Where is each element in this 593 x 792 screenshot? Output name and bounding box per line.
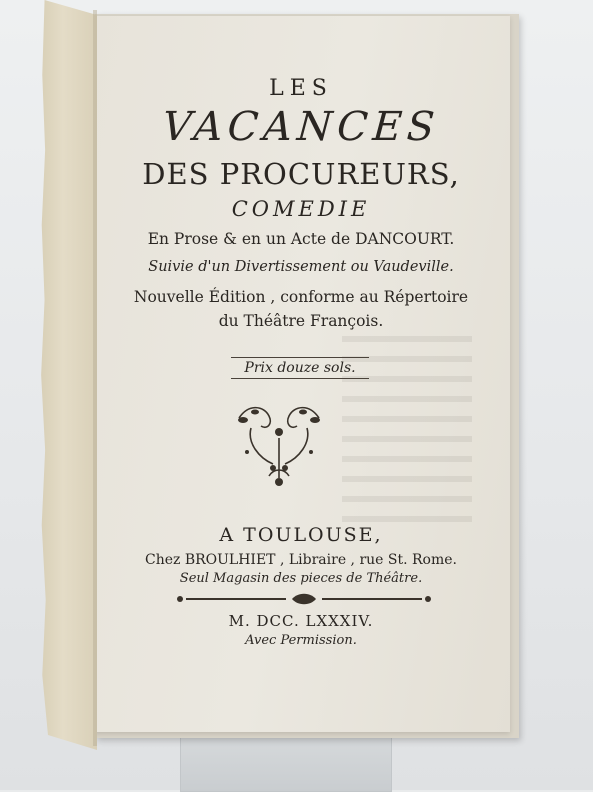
floral-ornament-icon (229, 398, 329, 488)
ornamental-rule (174, 592, 434, 606)
city-line: A TOULOUSE, (219, 524, 383, 546)
book-spine (40, 0, 97, 750)
publisher-line: Chez BROULHIET , Libraire , rue St. Rome. (144, 552, 457, 568)
author-line: En Prose & en un Acte de DANCOURT. (147, 230, 455, 248)
title-page-text (92, 16, 510, 732)
title-procureurs: DES PROCUREURS, (142, 157, 460, 191)
year-line: M. DCC. LXXXIV. (228, 612, 374, 630)
subtitle-line: Suivie d'un Divertissement ou Vaudeville. (148, 259, 454, 275)
edition-line: Nouvelle Édition , conforme au Répertoire (133, 288, 469, 306)
price-label: Prix douze sols. (231, 357, 369, 379)
theatre-line: du Théâtre François. (218, 312, 384, 330)
permission-line: Avec Permission. (245, 633, 357, 648)
book-stand (180, 730, 392, 792)
genre-comedie: COMEDIE (231, 197, 371, 221)
title-les: LES (269, 76, 333, 101)
title-vacances: VACANCES (161, 104, 441, 150)
shop-line: Seul Magasin des pieces de Théâtre. (179, 571, 423, 586)
